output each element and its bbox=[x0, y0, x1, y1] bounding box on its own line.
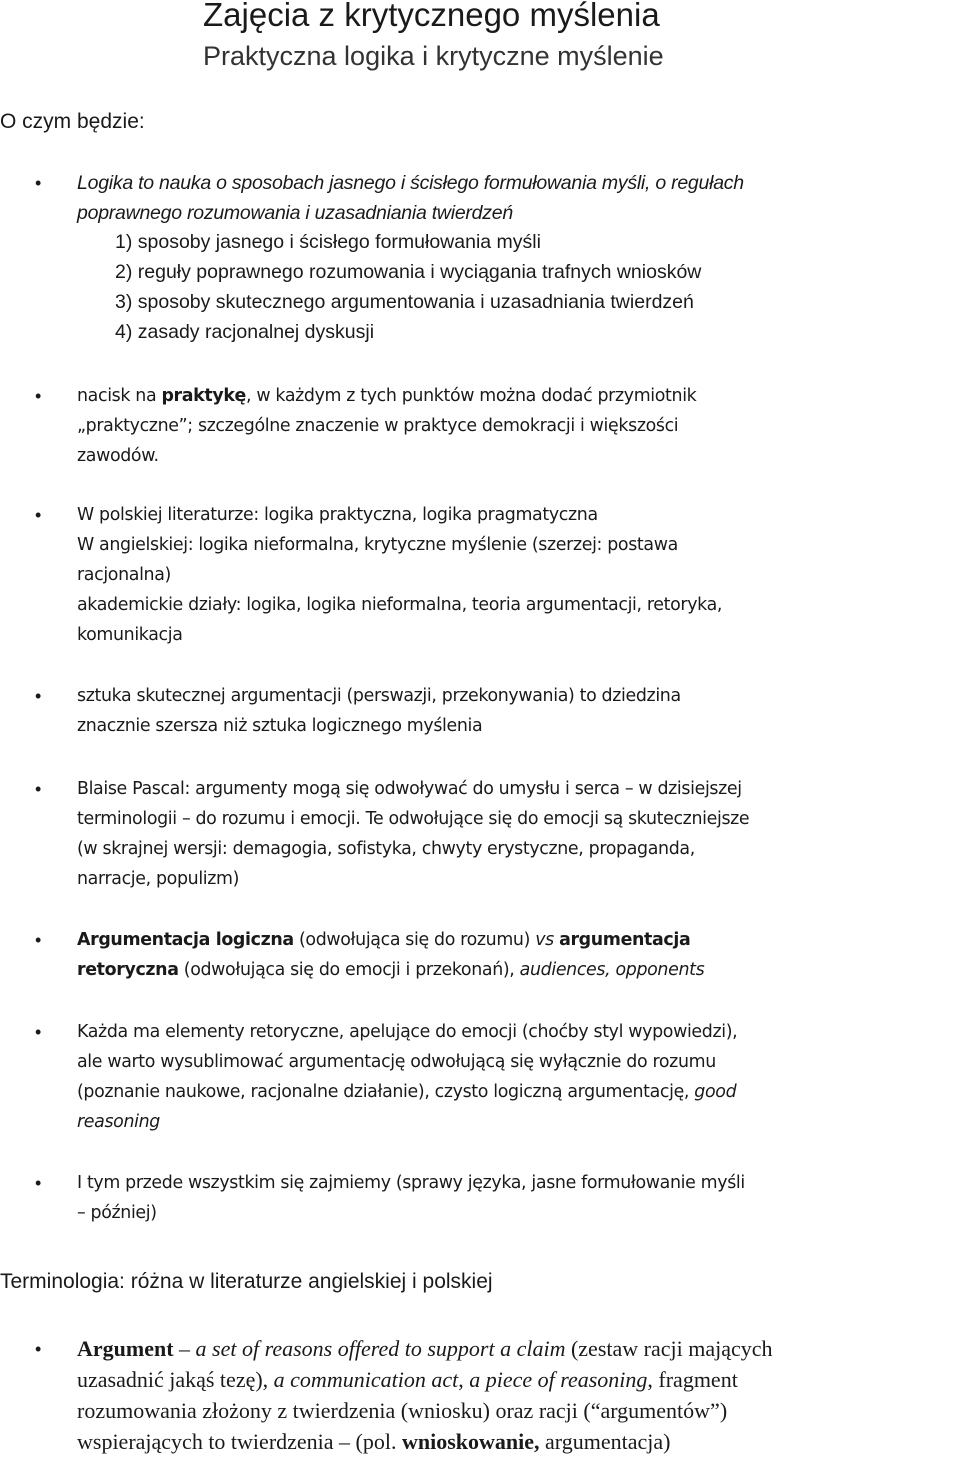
text-line: sztuka skutecznej argumentacji (perswazji, przekonywania) to dziedzina bbox=[77, 686, 681, 706]
bullet-text bbox=[77, 774, 960, 894]
bullet-dot-icon: • bbox=[35, 1173, 42, 1193]
list-item: 4) zasady racjonalnej dyskusji bbox=[115, 321, 375, 343]
text-line: rozumowania złożony z twierdzenia (wniosku) oraz racji (“argumentów”) bbox=[77, 1398, 728, 1423]
text-line: znacznie szersza niż sztuka logicznego myślenia bbox=[77, 716, 483, 736]
bullet-text bbox=[77, 1168, 960, 1228]
text-line: terminologii – do rozumu i emocji. Te odwołujące się do emocji są skuteczniejsze bbox=[77, 809, 750, 829]
terminology-heading: Terminologia: różna w literaturze angielskiej i polskiej bbox=[0, 1270, 493, 1293]
bullet-text bbox=[77, 925, 960, 985]
text-line: racjonalna) bbox=[77, 565, 171, 585]
text-line: akademickie działy: logika, logika nieformalna, teoria argumentacji, retoryka, bbox=[77, 595, 723, 615]
text-line: W polskiej literaturze: logika praktyczna, logika pragmatyczna bbox=[77, 505, 598, 525]
text-line: Każda ma elementy retoryczne, apelujące do emocji (choćby styl wypowiedzi), bbox=[77, 1022, 738, 1042]
bullet-text bbox=[77, 500, 960, 650]
text-line: narracje, populizm) bbox=[77, 869, 240, 889]
text-line: Blaise Pascal: argumenty mogą się odwoływać do umysłu i serca – w dzisiejszej bbox=[77, 779, 742, 799]
bullet-dot-icon: • bbox=[35, 386, 42, 406]
bullet-text bbox=[77, 681, 960, 741]
bullet-dot-icon: • bbox=[35, 779, 42, 799]
bullet-dot-icon: • bbox=[35, 173, 42, 193]
list-item: 2) reguły poprawnego rozumowania i wyciągania trafnych wniosków bbox=[115, 261, 702, 283]
text-line: ale warto wysublimować argumentację odwołującą się wyłącznie do rozumu bbox=[77, 1052, 716, 1072]
text-line: Argumentacja logiczna (odwołująca się do rozumu) vs argumentacja bbox=[77, 930, 691, 950]
text-line: W angielskiej: logika nieformalna, krytyczne myślenie (szerzej: postawa bbox=[77, 535, 678, 555]
text-line: (poznanie naukowe, racjonalne działanie), czysto logiczną argumentację, good bbox=[77, 1082, 737, 1102]
text-line: zawodów. bbox=[77, 446, 159, 466]
bullet-dot-icon: • bbox=[35, 1022, 42, 1042]
text-line: „praktyczne”; szczególne znaczenie w praktyce demokracji i większości bbox=[77, 416, 679, 436]
bullet-dot-icon: • bbox=[35, 686, 42, 706]
text-line: komunikacja bbox=[77, 625, 183, 645]
text-line: nacisk na praktykę, w każdym z tych punktów można dodać przymiotnik bbox=[77, 386, 697, 406]
text-line: Argument – a set of reasons offered to support a claim (zestaw racji mających bbox=[77, 1336, 773, 1361]
list-item: 1) sposoby jasnego i ścisłego formułowania myśli bbox=[115, 231, 541, 253]
text-line: poprawnego rozumowania i uzasadniania twierdzeń bbox=[77, 202, 513, 224]
text-line: I tym przede wszystkim się zajmiemy (sprawy języka, jasne formułowanie myśli bbox=[77, 1173, 745, 1193]
text-line: reasoning bbox=[77, 1112, 160, 1132]
page-subtitle: Praktyczna logika i krytyczne myślenie bbox=[203, 41, 664, 71]
text-line: Logika to nauka o sposobach jasnego i ścisłego formułowania myśli, o regułach bbox=[77, 172, 744, 194]
text-line: (w skrajnej wersji: demagogia, sofistyka, chwyty erystyczne, propaganda, bbox=[77, 839, 695, 859]
intro-label: O czym będzie: bbox=[0, 110, 145, 133]
bullet-text bbox=[77, 381, 960, 471]
bullet-text bbox=[77, 168, 960, 228]
text-line: wspierających to twierdzenia – (pol. wnioskowanie, argumentacja) bbox=[77, 1429, 671, 1454]
numbered-list bbox=[115, 227, 960, 347]
bullet-dot-icon: • bbox=[35, 1339, 42, 1359]
bullet-dot-icon: • bbox=[35, 930, 42, 950]
text-line: – później) bbox=[77, 1203, 157, 1223]
page-title: Zajęcia z krytycznego myślenia bbox=[203, 0, 660, 33]
bullet-text bbox=[77, 1017, 960, 1137]
text-line: uzasadnić jakąś tezę), a communication act, a piece of reasoning, fragment bbox=[77, 1367, 738, 1392]
bullet-dot-icon: • bbox=[35, 505, 42, 525]
list-item: 3) sposoby skutecznego argumentowania i uzasadniania twierdzeń bbox=[115, 291, 694, 313]
bullet-text bbox=[77, 1333, 960, 1457]
text-line: retoryczna (odwołująca się do emocji i przekonań), audiences, opponents bbox=[77, 960, 705, 980]
